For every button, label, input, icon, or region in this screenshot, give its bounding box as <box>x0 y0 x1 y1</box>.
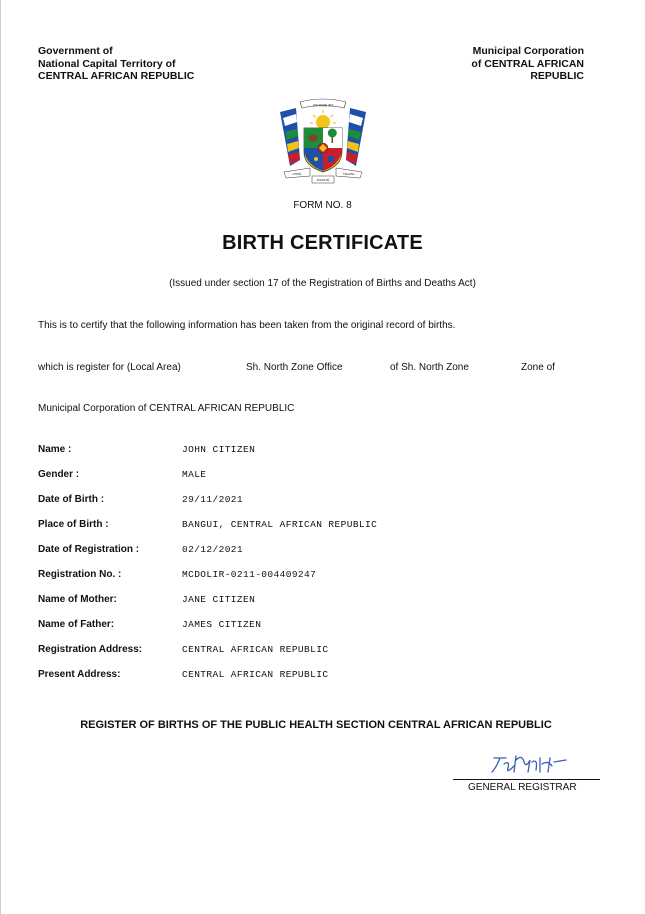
registrar-label: GENERAL REGISTRAR <box>468 782 577 793</box>
crest-ribbon-left: UNITÉ <box>292 172 302 176</box>
form-number: FORM NO. 8 <box>293 200 352 211</box>
field-value-mother: JANE CITIZEN <box>182 594 256 605</box>
field-value-place-of-birth: BANGUI, CENTRAL AFRICAN REPUBLIC <box>182 519 378 530</box>
field-label-place-of-birth: Place of Birth : <box>38 519 109 530</box>
crest-ribbon-right: TRAVAIL <box>342 172 356 176</box>
local-area-zone: of Sh. North Zone <box>390 362 469 373</box>
register-statement: REGISTER OF BIRTHS OF THE PUBLIC HEALTH SECTION CENTRAL AFRICAN REPUBLIC <box>80 719 552 731</box>
crest-motto: ZO KWE ZO <box>312 103 334 108</box>
field-label-registration-no: Registration No. : <box>38 569 122 580</box>
issuer-municipal <box>471 45 584 83</box>
issuer-line-3: CENTRAL AFRICAN REPUBLIC <box>38 70 195 82</box>
field-value-registration-no: MCDOLIR-0211-004409247 <box>182 569 317 580</box>
issuer-line-1: Government of <box>38 45 113 57</box>
field-label-father: Name of Father: <box>38 619 115 630</box>
issuer-line-2: National Capital Territory of <box>38 57 176 70</box>
field-label-mother: Name of Mother: <box>38 594 117 605</box>
coat-of-arms-icon <box>276 96 370 186</box>
field-label-gender: Gender : <box>38 469 80 480</box>
field-value-registration-date: 02/12/2021 <box>182 544 244 555</box>
crest-ribbon-mid: DIGNITÉ <box>316 178 330 182</box>
local-area-prefix: which is register for (Local Area) <box>38 362 181 373</box>
issuer-government <box>38 45 194 83</box>
field-label-registration-address: Registration Address: <box>38 644 143 655</box>
local-area-zone-of: Zone of <box>521 362 555 373</box>
document-title: BIRTH CERTIFICATE <box>222 232 423 254</box>
certify-statement: This is to certify that the following information has been taken from the original record of births. <box>38 320 456 331</box>
field-label-present-address: Present Address: <box>38 669 121 680</box>
field-value-father: JAMES CITIZEN <box>182 619 262 630</box>
municipal-line-2: of CENTRAL AFRICAN <box>471 57 584 70</box>
municipal-corporation-line: Municipal Corporation of CENTRAL AFRICAN REPUBLIC <box>38 403 295 414</box>
document-subtitle: (Issued under section 17 of the Registration of Births and Deaths Act) <box>169 278 476 289</box>
municipal-line-1: Municipal Corporation <box>472 45 584 57</box>
field-value-present-address: CENTRAL AFRICAN REPUBLIC <box>182 669 329 680</box>
signature-line <box>453 779 600 780</box>
field-value-gender: MALE <box>182 469 207 480</box>
local-area-office: Sh. North Zone Office <box>246 362 343 373</box>
field-label-name: Name : <box>38 444 72 455</box>
registrar-signature <box>486 748 574 778</box>
municipal-line-3: REPUBLIC <box>530 70 584 82</box>
field-value-dob: 29/11/2021 <box>182 494 244 505</box>
page-edge <box>0 0 1 914</box>
field-value-registration-address: CENTRAL AFRICAN REPUBLIC <box>182 644 329 655</box>
field-value-name: JOHN CITIZEN <box>182 444 256 455</box>
field-label-dob: Date of Birth : <box>38 494 105 505</box>
field-label-registration-date: Date of Registration : <box>38 544 140 555</box>
